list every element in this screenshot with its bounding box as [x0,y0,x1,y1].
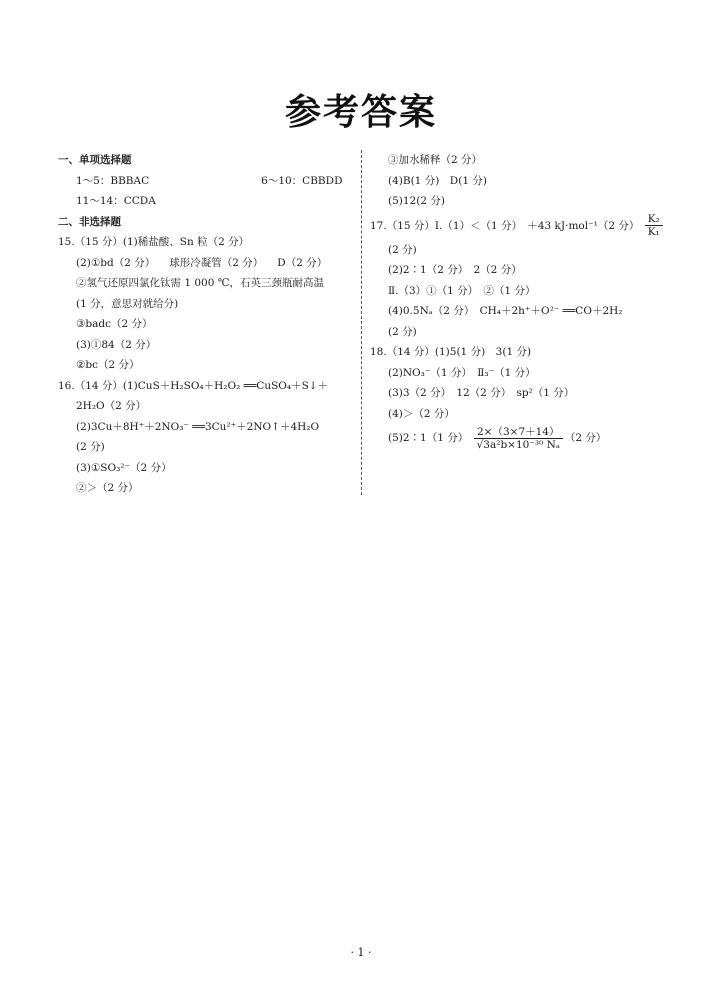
fraction-denominator: K₁ [647,226,660,238]
answer-16-2: (2)3Cu＋8H⁺＋2NO₃⁻ ══3Cu²⁺＋2NO↑＋4H₂O [76,420,320,433]
answer-15-5: ②bc（2 分） [76,359,140,371]
section-heading-non-choice: 二、非选择题 [58,215,121,228]
answer-1-5: 1～5：BBBAC [76,174,150,187]
column-divider [361,150,362,495]
answer-11-14: 11～14：CCDA [76,195,156,207]
answer-15-3: ③badc（2 分） [76,318,153,330]
fraction-denominator: √3a²b×10⁻³⁰ Nₐ [476,438,560,451]
answer-16-5: ③加水稀释（2 分） [388,154,483,166]
answer-17-3: Ⅱ.（3）①（1 分） ②（1 分） [388,284,536,297]
right-column [370,150,670,452]
answer-18-5-score: （2 分） [564,432,607,444]
page-title: 参考答案 [284,92,437,133]
answer-15-2c: D（2 分） [277,256,328,269]
answer-15-2b: 球形冷凝管（2 分） [169,256,264,269]
answer-16-7: (5)12(2 分) [388,195,445,207]
answer-15-1: 15.（15 分）(1)稀盐酸、Sn 粒（2 分） [58,236,250,248]
answer-15-2-remark: (1 分，意思对就给分) [76,297,179,310]
answer-17-1 [370,212,670,240]
answer-line [58,171,354,192]
answer-18-2: (2)NO₃⁻（1 分） Ⅱ₃⁻（1 分） [388,366,536,379]
answer-18-4: (4)＞（2 分） [388,407,455,420]
answer-15-2 [58,253,354,274]
answer-17-1-score: (2 分) [388,243,417,256]
answer-16-3: (3)①SO₃²⁻（2 分） [76,461,172,474]
answer-18-5-text: (5)2∶1（1 分） [388,432,469,444]
answer-17-4: (4)0.5Nₐ（2 分） CH₄＋2h⁺＋O²⁻ ══CO＋2H₂ [388,305,623,317]
answer-18-1: 18.（14 分）(1)5(1 分) 3(1 分) [370,346,532,358]
section-heading-single-choice: 一、单项选择题 [58,154,132,166]
answer-6-10: 6～10：CBBDD [261,174,343,187]
fraction-density [474,426,563,451]
answer-17-4-score: (2 分) [388,325,417,338]
answer-16-1-cont: 2H₂O（2 分） [76,400,147,412]
left-column [58,150,354,499]
answer-18-3: (3)3（2 分） 12（2 分） sp²（1 分） [388,387,575,399]
answer-16-1: 16.（14 分）(1)CuS＋H₂SO₄＋H₂O₂ ══CuSO₄＋S↓＋ [58,379,329,392]
fraction-k2-k1 [645,213,663,238]
answer-16-6: (4)B(1 分) D(1 分) [388,174,487,187]
answer-15-2a: (2)①bd（2 分） [76,256,156,269]
answer-17-2: (2)2∶1（2 分） 2（2 分） [388,264,522,276]
answer-18-5 [370,424,670,452]
fraction-numerator: K₂ [645,213,663,226]
answer-15-4: (3)①84（2 分） [76,338,157,351]
page-number: · 1 · [350,946,372,959]
answer-16-4: ②＞（2 分） [76,482,139,494]
fraction-numerator: 2×（3×7＋14） [474,426,563,439]
answer-15-2-note: ②氢气还原四氯化钛需 1 000 ℃，石英三颈瓶耐高温 [76,277,324,289]
answer-17-1-text: 17.（15 分）Ⅰ.（1）＜（1 分） ＋43 kJ·mol⁻¹（2 分） [370,219,640,232]
answer-16-2-score: (2 分) [76,441,105,453]
